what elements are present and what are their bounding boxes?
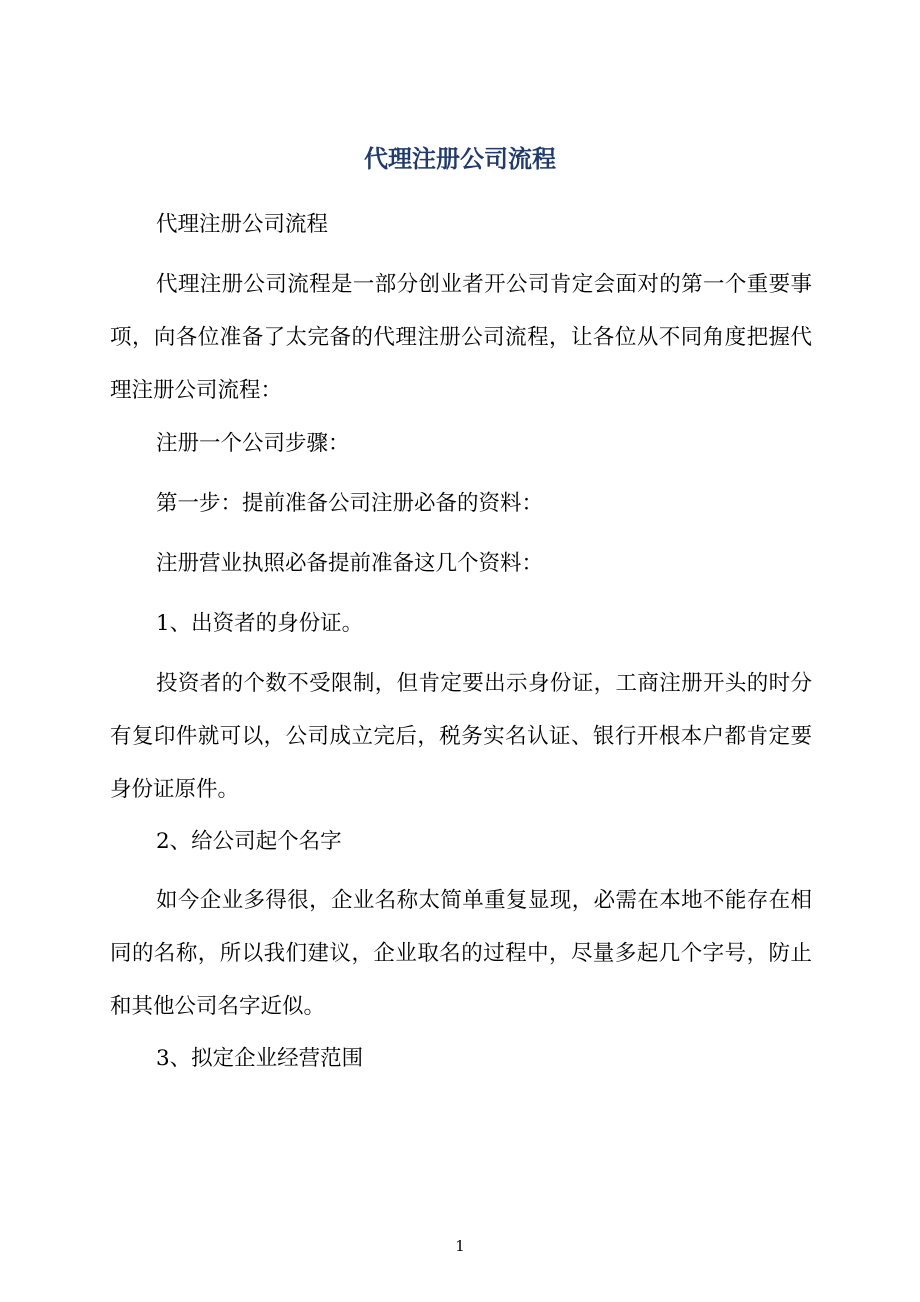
paragraph-id-details: 投资者的个数不受限制，但肯定要出示身份证，工商注册开头的时分有复印件就可以，公司成立完后，税务实名认证、银行开根本户都肯定要身份证原件。 <box>110 671 812 802</box>
paragraph-name-details: 如今企业多得很，企业名称太简单重复显现，必需在本地不能存在相同的名称，所以我们建议，企业取名的过程中，尽量多起几个字号，防止和其他公司名字近似。 <box>110 888 812 1019</box>
paragraph-intro: 代理注册公司流程是一部分创业者开公司肯定会面对的第一个重要事项，向各位准备了太完备的代理注册公司流程，让各位从不同角度把握代理注册公司流程： <box>110 272 812 403</box>
paragraph-subtitle: 代理注册公司流程 <box>156 212 329 237</box>
document-title: 代理注册公司流程 <box>364 145 556 173</box>
paragraph-item-3: 3、拟定企业经营范围 <box>156 1046 364 1071</box>
page-number: 1 <box>455 1237 465 1255</box>
paragraph-steps-heading: 注册一个公司步骤： <box>156 431 350 456</box>
paragraph-step-one: 第一步：提前准备公司注册必备的资料： <box>156 491 544 516</box>
paragraph-license-materials: 注册营业执照必备提前准备这几个资料： <box>156 551 544 576</box>
paragraph-item-2: 2、给公司起个名字 <box>156 829 342 854</box>
paragraph-item-1: 1、出资者的身份证。 <box>156 611 364 636</box>
